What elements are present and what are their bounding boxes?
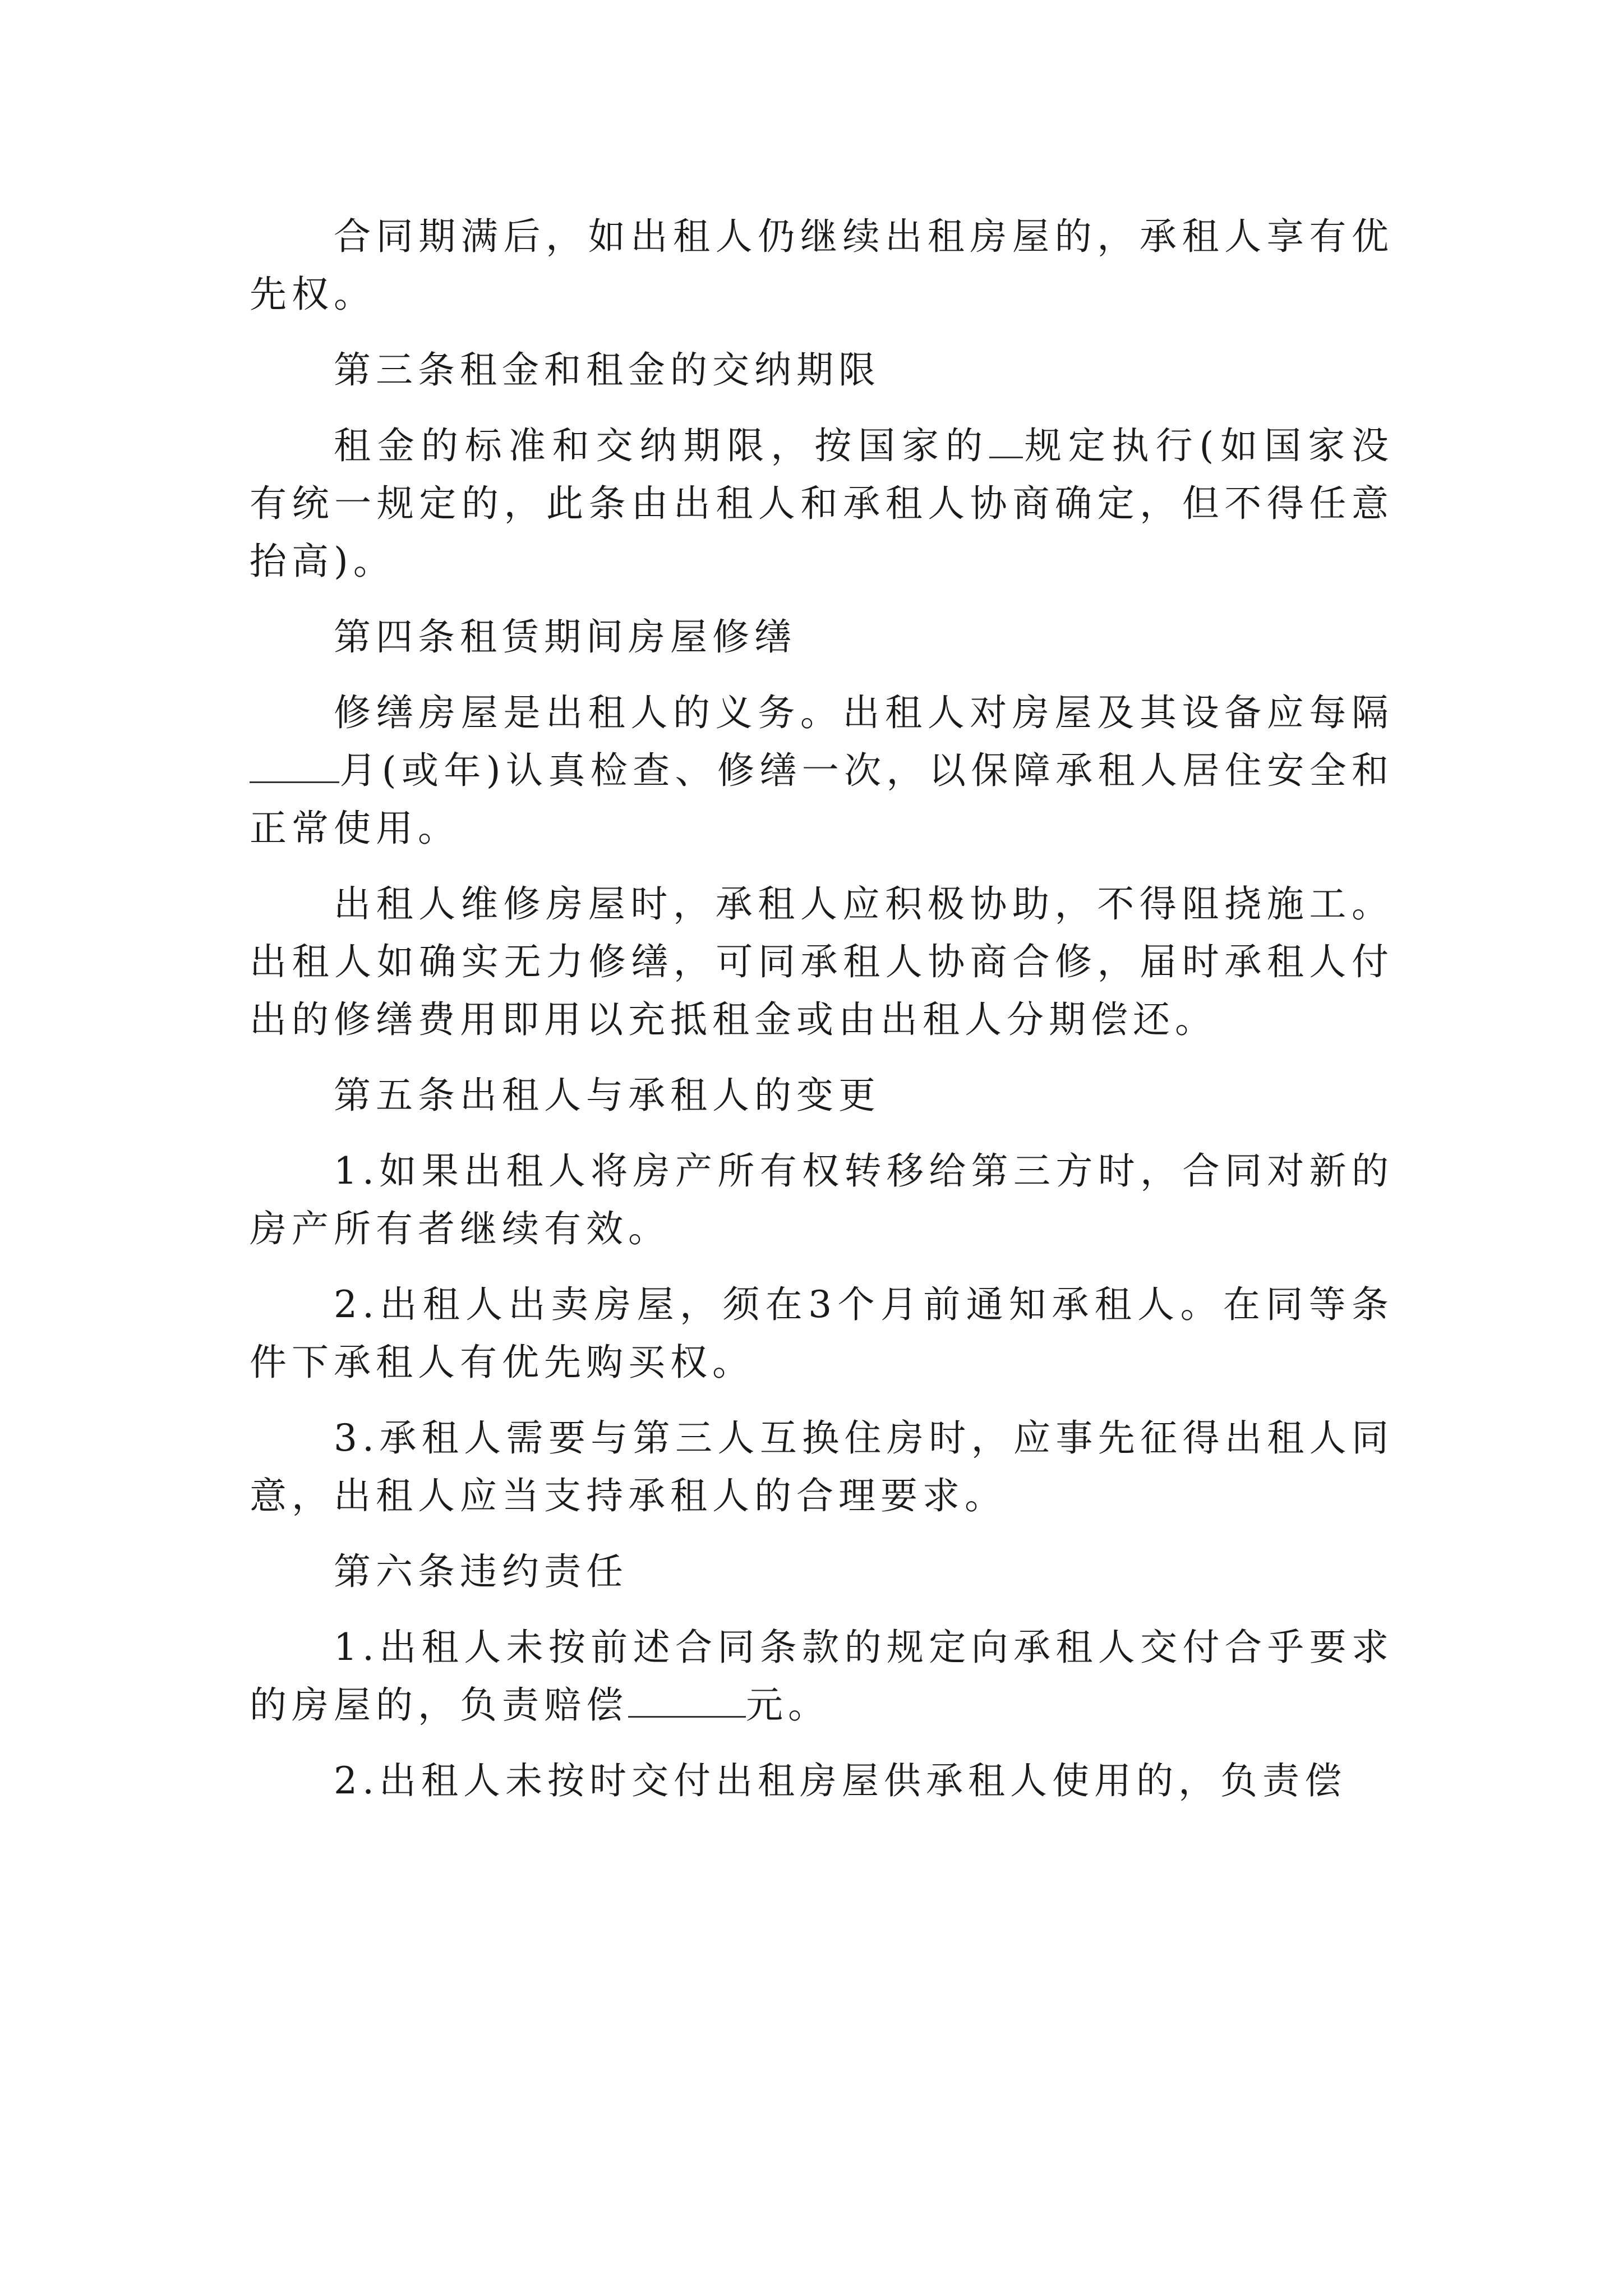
paragraph-text: 1.出租人未按前述合同条款的规定向承租人交付合乎要求的房屋的，负责赔偿 (250, 1626, 1394, 1727)
paragraph-text: 2.出租人未按时交付出租房屋供承租人使用的，负责偿 (334, 1759, 1347, 1802)
paragraph-text: 2.出租人出卖房屋，须在3个月前通知承租人。在同等条件下承租人有优先购买权。 (250, 1283, 1394, 1384)
article-6-heading (250, 1543, 1394, 1600)
paragraph-text: 规定执行(如国家没有统一规定的，此条由出租人和承租人协商确定，但不得任意抬高)。 (250, 424, 1394, 583)
paragraph-text: 合同期满后，如出租人仍继续出租房屋的，承租人享有优先权。 (250, 215, 1394, 316)
paragraph-compensation (250, 1618, 1394, 1734)
paragraph-text: 3.承租人需要与第三人互换住房时，应事先征得出租人同意，出租人应当支持承租人的合理要求。 (250, 1416, 1394, 1517)
paragraph-text: 月(或年)认真检查、修缮一次，以保障承租人居住安全和正常使用。 (250, 749, 1394, 850)
paragraph-late-delivery (250, 1752, 1394, 1810)
paragraph-text: 租金的标准和交纳期限，按国家的 (334, 424, 989, 467)
heading-text: 第五条出租人与承租人的变更 (334, 1074, 880, 1117)
paragraph-sale-notice (250, 1276, 1394, 1391)
heading-text: 第四条租赁期间房屋修缮 (334, 615, 796, 659)
paragraph-repair-duty (250, 684, 1394, 857)
article-3-heading (250, 341, 1394, 399)
paragraph-ownership-transfer (250, 1142, 1394, 1258)
heading-text: 第六条违约责任 (334, 1550, 628, 1593)
document-body (250, 208, 1394, 1828)
paragraph-text: 1.如果出租人将房产所有权转移给第三方时，合同对新的房产所有者继续有效。 (250, 1149, 1394, 1250)
paragraph-text: 修缮房屋是出租人的义务。出租人对房屋及其设备应每隔 (334, 691, 1394, 734)
article-5-heading (250, 1066, 1394, 1124)
heading-text: 第三条租金和租金的交纳期限 (334, 348, 880, 392)
paragraph-renewal-priority (250, 208, 1394, 323)
article-4-heading (250, 608, 1394, 666)
paragraph-text: 元。 (746, 1683, 830, 1727)
blank-line (989, 424, 1023, 458)
paragraph-rent-standard (250, 417, 1394, 590)
blank-line (628, 1683, 746, 1718)
blank-line (250, 749, 339, 783)
paragraph-housing-exchange (250, 1409, 1394, 1525)
paragraph-repair-cooperation (250, 875, 1394, 1048)
paragraph-text: 出租人维修房屋时，承租人应积极协助，不得阻挠施工。出租人如确实无力修缮，可同承租人协商合修，届时承租人付出的修缮费用即用以充抵租金或由出租人分期偿还。 (250, 882, 1394, 1041)
